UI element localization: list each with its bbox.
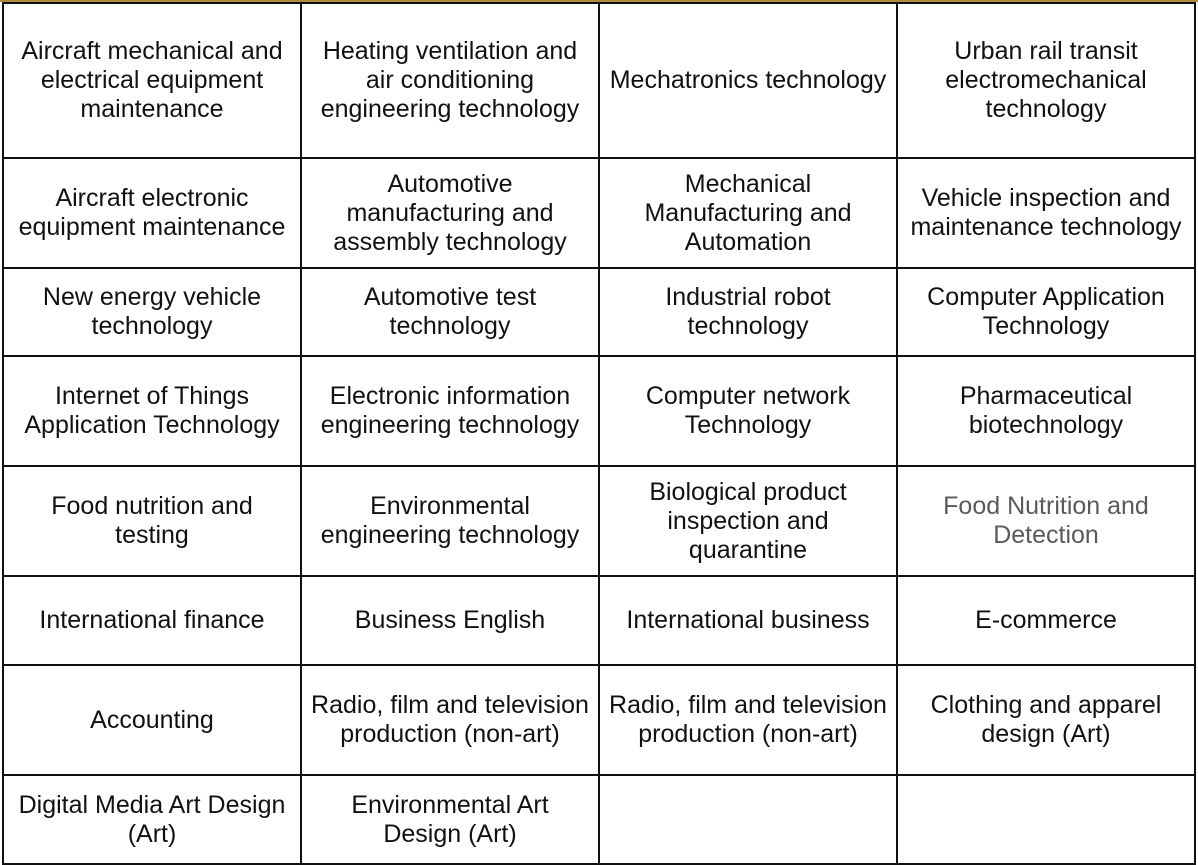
- table-cell: Business English: [301, 576, 599, 665]
- table-cell: E-commerce: [897, 576, 1195, 665]
- table-cell: Biological product inspection and quarantine: [599, 466, 897, 576]
- table-cell: Radio, film and television production (non-art): [599, 665, 897, 775]
- table-cell: Vehicle inspection and maintenance technology: [897, 158, 1195, 268]
- table-cell: Urban rail transit electromechanical technology: [897, 3, 1195, 158]
- table-cell: Electronic information engineering technology: [301, 356, 599, 466]
- table-cell: Pharmaceutical biotechnology: [897, 356, 1195, 466]
- table-cell: Accounting: [3, 665, 301, 775]
- table-cell: Environmental Art Design (Art): [301, 775, 599, 864]
- table-cell-empty: [599, 775, 897, 864]
- table-row: [3, 775, 1195, 864]
- table-row: [3, 158, 1195, 268]
- table-row: [3, 356, 1195, 466]
- table-cell: International finance: [3, 576, 301, 665]
- table-cell: Radio, film and television production (non-art): [301, 665, 599, 775]
- table-cell: Aircraft mechanical and electrical equipment maintenance: [3, 3, 301, 158]
- table-row: [3, 3, 1195, 158]
- table-row: [3, 466, 1195, 576]
- table-cell: Industrial robot technology: [599, 268, 897, 356]
- table-cell: Heating ventilation and air conditioning engineering technology: [301, 3, 599, 158]
- table-cell-empty: [897, 775, 1195, 864]
- table-cell: Mechanical Manufacturing and Automation: [599, 158, 897, 268]
- table-cell: New energy vehicle technology: [3, 268, 301, 356]
- table-cell: Computer Application Technology: [897, 268, 1195, 356]
- table-cell: Mechatronics technology: [599, 3, 897, 158]
- table-cell: Digital Media Art Design (Art): [3, 775, 301, 864]
- table-cell: Automotive test technology: [301, 268, 599, 356]
- table-cell: Computer network Technology: [599, 356, 897, 466]
- majors-table: [2, 2, 1196, 865]
- table-cell: Food Nutrition and Detection: [897, 466, 1195, 576]
- table-cell: Environmental engineering technology: [301, 466, 599, 576]
- table-cell: Food nutrition and testing: [3, 466, 301, 576]
- table-cell: Internet of Things Application Technology: [3, 356, 301, 466]
- table-cell: Automotive manufacturing and assembly technology: [301, 158, 599, 268]
- table-row: [3, 576, 1195, 665]
- table-cell: International business: [599, 576, 897, 665]
- table-row: [3, 268, 1195, 356]
- table-row: [3, 665, 1195, 775]
- table-cell: Aircraft electronic equipment maintenance: [3, 158, 301, 268]
- table-cell: Clothing and apparel design (Art): [897, 665, 1195, 775]
